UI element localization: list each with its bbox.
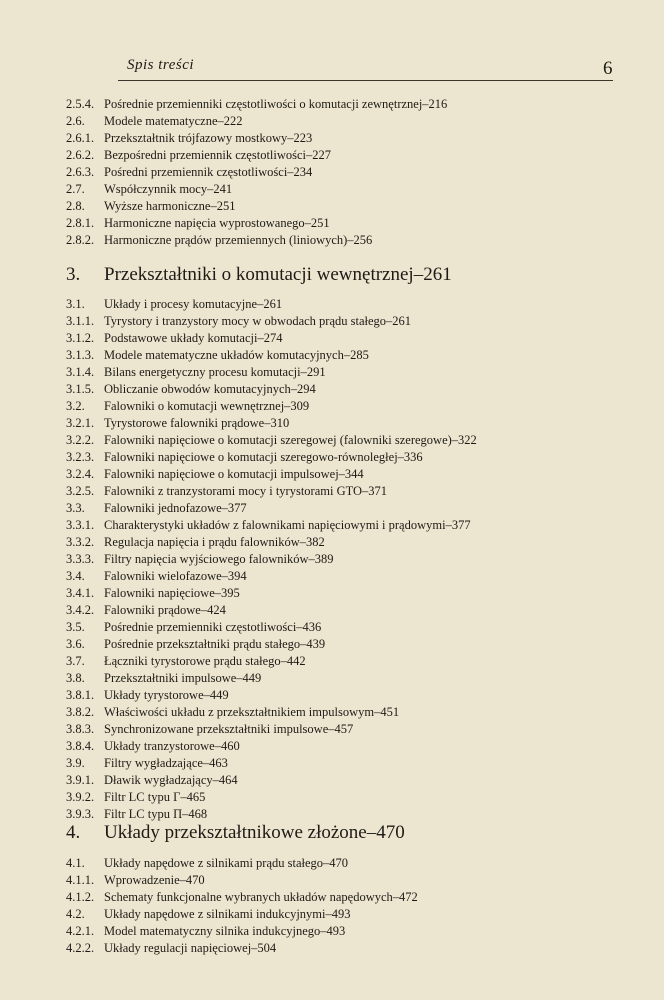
toc-entry [66,432,477,449]
toc-entry-title: Modele matematyczne–222 [104,114,243,128]
toc-entry [66,232,372,249]
toc-entry [66,96,447,113]
toc-entry-number: 2.6.1. [66,131,95,145]
toc-entry-title: Układy tranzystorowe–460 [104,739,240,753]
toc-entry [66,449,423,466]
toc-entry [66,398,309,415]
toc-entry [66,517,471,534]
toc-entry-title: Schematy funkcjonalne wybranych układów napędowych–472 [104,890,418,904]
toc-entry [66,772,238,789]
toc-entry [66,466,364,483]
toc-entry-number: 2.7. [66,182,85,196]
toc-entry [66,181,232,198]
toc-entry [66,215,330,232]
toc-entry [66,721,353,738]
toc-entry-number: 4.1.1. [66,873,95,887]
chapter-title: Układy przekształtnikowe złożone–470 [104,822,405,843]
toc-entry [66,130,312,147]
toc-entry-number: 3.1.3. [66,348,95,362]
toc-entry-number: 2.6.3. [66,165,95,179]
toc-entry [66,602,226,619]
toc-entry-title: Układy napędowe z silnikami indukcyjnymi–493 [104,907,351,921]
toc-entry-number: 3.3. [66,501,85,515]
toc-entry-title: Filtry napięcia wyjściowego falowników–389 [104,552,334,566]
toc-entry-title: Tyrystorowe falowniki prądowe–310 [104,416,290,430]
header-rule [118,80,613,81]
toc-entry [66,889,418,906]
toc-entry-title: Falowniki wielofazowe–394 [104,569,247,583]
toc-entry [66,619,321,636]
chapter-number: 4. [66,822,81,843]
toc-entry [66,585,240,602]
toc-entry-number: 3.2.5. [66,484,95,498]
toc-entry-title: Wprowadzenie–470 [104,873,205,887]
toc-entry-title: Łączniki tyrystorowe prądu stałego–442 [104,654,306,668]
toc-entry-number: 3.8.3. [66,722,95,736]
toc-entry-title: Falowniki napięciowe–395 [104,586,240,600]
toc-entry-title: Obliczanie obwodów komutacyjnych–294 [104,382,316,396]
toc-entry-number: 3.2.3. [66,450,95,464]
toc-entry [66,500,247,517]
toc-entry-number: 3.2. [66,399,85,413]
toc-entry [66,198,235,215]
toc-entry [66,789,205,806]
toc-entry-number: 3.6. [66,637,85,651]
toc-entry [66,687,229,704]
toc-entry-title: Wyższe harmoniczne–251 [104,199,236,213]
toc-entry-number: 3.9.1. [66,773,95,787]
toc-entry-number: 3.8. [66,671,85,685]
toc-entry-number: 3.1.5. [66,382,95,396]
toc-entry-title: Współczynnik mocy–241 [104,182,233,196]
toc-entry-number: 3.4.2. [66,603,95,617]
toc-entry-title: Falowniki napięciowe o komutacji szeregowej (falowniki szeregowe)–322 [104,433,477,447]
toc-entry-number: 3.1.2. [66,331,95,345]
toc-entry-number: 3.1.1. [66,314,95,328]
toc-entry-title: Falowniki napięciowe o komutacji impulsowej–344 [104,467,364,481]
toc-entry-number: 2.8.1. [66,216,95,230]
toc-entry-number: 3.8.1. [66,688,95,702]
toc-entry-number: 2.6. [66,114,85,128]
toc-entry-number: 3.3.3. [66,552,95,566]
toc-entry [66,296,282,313]
toc-entry-number: 3.3.2. [66,535,95,549]
toc-entry-title: Modele matematyczne układów komutacyjnych–285 [104,348,369,362]
toc-entry [66,415,289,432]
chapter-heading [66,262,452,288]
toc-entry-title: Układy napędowe z silnikami prądu stałego–470 [104,856,349,870]
toc-entry-title: Harmoniczne prądów przemiennych (liniowych)–256 [104,233,373,247]
toc-entry-number: 4.1. [66,856,85,870]
toc-entry-title: Falowniki napięciowe o komutacji szeregowo-równoległej–336 [104,450,423,464]
toc-entry [66,347,369,364]
toc-entry [66,147,331,164]
toc-entry-title: Pośrednie przemienniki częstotliwości o komutacji zewnętrznej–216 [104,97,448,111]
toc-entry [66,364,326,381]
toc-entry [66,381,316,398]
toc-entry-number: 3.8.4. [66,739,95,753]
toc-entry-number: 2.6.2. [66,148,95,162]
toc-entry-number: 4.2.2. [66,941,95,955]
page-number: 6 [603,58,613,79]
toc-entry-number: 3.4. [66,569,85,583]
toc-entry-title: Model matematyczny silnika indukcyjnego–493 [104,924,346,938]
toc-entry [66,113,243,130]
chapter-heading [66,820,405,846]
page-header [0,0,664,80]
toc-entry-number: 3.7. [66,654,85,668]
toc-entry-title: Dławik wygładzający–464 [104,773,238,787]
toc-entry-title: Synchronizowane przekształtniki impulsowe–457 [104,722,354,736]
toc-entry-title: Harmoniczne napięcia wyprostowanego–251 [104,216,330,230]
toc-entry-number: 3.9.3. [66,807,95,821]
toc-entry [66,923,345,940]
toc-entry [66,906,350,923]
toc-entry-title: Podstawowe układy komutacji–274 [104,331,283,345]
toc-entry-number: 3.9. [66,756,85,770]
toc-entry-number: 2.5.4. [66,97,95,111]
toc-entry-title: Charakterystyki układów z falownikami napięciowymi i prądowymi–377 [104,518,471,532]
toc-entry-title: Falowniki z tranzystorami mocy i tyrystorami GTO–371 [104,484,388,498]
toc-entry [66,738,240,755]
toc-entry [66,568,247,585]
toc-entry-title: Bezpośredni przemiennik częstotliwości–227 [104,148,332,162]
toc-entry-title: Przekształtniki impulsowe–449 [104,671,262,685]
toc-entry-number: 3.2.1. [66,416,95,430]
toc-entry [66,551,333,568]
running-title: Spis treści [127,57,195,73]
toc-entry-title: Pośrednie przemienniki częstotliwości–436 [104,620,322,634]
toc-entry-title: Bilans energetyczny procesu komutacji–291 [104,365,326,379]
toc-entry-title: Falowniki o komutacji wewnętrznej–309 [104,399,310,413]
toc-entry-number: 3.4.1. [66,586,95,600]
toc-entry-title: Falowniki jednofazowe–377 [104,501,247,515]
toc-entry-number: 2.8.2. [66,233,95,247]
toc-entry-title: Układy i procesy komutacyjne–261 [104,297,283,311]
toc-entry [66,670,261,687]
toc-entry-title: Właściwości układu z przekształtnikiem impulsowym–451 [104,705,400,719]
toc-entry [66,653,306,670]
toc-entry [66,704,399,721]
toc-entry-number: 3.1.4. [66,365,95,379]
toc-entry [66,855,348,872]
toc-entry-title: Tyrystory i tranzystory mocy w obwodach prądu stałego–261 [104,314,412,328]
toc-entry-title: Układy regulacji napięciowej–504 [104,941,277,955]
toc-entry-number: 2.8. [66,199,85,213]
toc-entry-number: 4.2. [66,907,85,921]
toc-entry-number: 3.2.2. [66,433,95,447]
toc-entry-number: 4.1.2. [66,890,95,904]
chapter-number: 3. [66,264,81,285]
toc-entry-number: 3.1. [66,297,85,311]
toc-entry [66,330,282,347]
toc-entry-title: Układy tyrystorowe–449 [104,688,229,702]
toc-entry [66,940,276,957]
toc-entry [66,755,228,772]
toc-entry-title: Przekształtnik trójfazowy mostkowy–223 [104,131,313,145]
toc-entry [66,872,205,889]
toc-entry-title: Filtr LC typu Γ–465 [104,790,206,804]
toc-entry-number: 3.2.4. [66,467,95,481]
toc-entry-number: 3.8.2. [66,705,95,719]
toc-entry [66,636,325,653]
toc-entry-title: Regulacja napięcia i prądu falowników–382 [104,535,325,549]
toc-entry [66,534,325,551]
toc-entry [66,313,411,330]
toc-entry-title: Filtr LC typu Π–468 [104,807,208,821]
toc-entry-number: 3.5. [66,620,85,634]
toc-entry-title: Pośrednie przekształtniki prądu stałego–439 [104,637,326,651]
toc-entry-number: 3.9.2. [66,790,95,804]
toc-entry-title: Filtry wygładzające–463 [104,756,228,770]
toc-entry [66,164,312,181]
toc-entry-title: Pośredni przemiennik częstotliwości–234 [104,165,313,179]
chapter-title: Przekształtniki o komutacji wewnętrznej–261 [104,264,452,285]
toc-entry-number: 4.2.1. [66,924,95,938]
toc-entry-number: 3.3.1. [66,518,95,532]
toc-entry-title: Falowniki prądowe–424 [104,603,226,617]
toc-entry [66,483,387,500]
